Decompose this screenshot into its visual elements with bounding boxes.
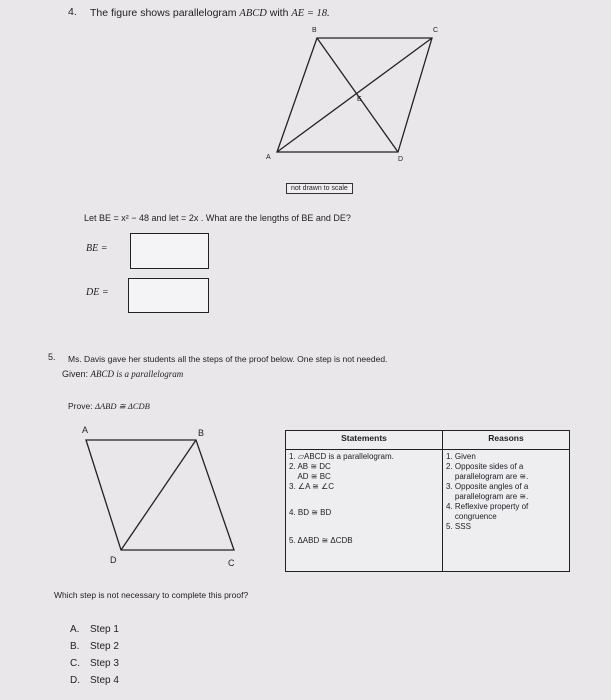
proof-header-row [286,431,570,450]
reason-4a: 4. Reflexive property of [446,502,529,511]
reason-4b: congruence [446,512,497,521]
choice-b-letter: B. [70,641,80,652]
proof-table [285,430,570,572]
parallelogram-figure-5 [0,410,280,580]
diagonal-bd-5 [121,440,196,550]
be-label: BE = [86,243,108,254]
problem5-given [62,369,183,379]
problem5-question: Which step is not necessary to complete this proof? [54,590,249,600]
reason-2b: parallelogram are ≅. [446,472,529,481]
choice-c[interactable] [70,658,119,669]
choice-c-letter: C. [70,658,80,669]
vertex-label-e: E [357,96,362,103]
problem4-number: 4. [68,6,77,18]
problem4-shape: ABCD [239,8,267,19]
statement-4: 4. BD ≅ BD [289,508,332,517]
statements-cell [286,450,443,572]
statement-2a: 2. AB ≅ DC [289,462,331,471]
problem4-given: AE = 18. [291,8,330,19]
choice-a-text: Step 1 [90,624,119,635]
reason-5: 5. SSS [446,522,471,531]
vertex-label-c: C [433,27,439,34]
vertex-label-b: B [312,27,317,34]
statement-spacer-1 [289,492,439,508]
vertex5-label-b: B [198,428,205,438]
de-label: DE = [86,287,109,298]
parallelogram-outline-5 [86,440,234,550]
problem4-with: with [269,7,289,19]
reason-3b: parallelogram are ≅. [446,492,529,501]
problem5-prove-label: Prove: [68,401,93,411]
vertex-label-d: D [398,156,404,163]
reason-3a: 3. Opposite angles of a [446,482,529,491]
choice-b[interactable] [70,641,119,652]
parallelogram-figure-4 [0,0,611,200]
vertex5-label-a: A [82,425,89,435]
statement-5: 5. ΔABD ≅ ΔCDB [289,536,353,545]
choice-b-text: Step 2 [90,641,119,652]
statement-3: 3. ∠A ≅ ∠C [289,482,335,491]
problem5-intro: Ms. Davis gave her students all the steps of the proof below. One step is not needed. [68,354,388,364]
scale-note: not drawn to scale [286,183,353,194]
statement-spacer-2 [289,518,439,536]
choice-d-letter: D. [70,675,80,686]
diagonal-bd [317,38,398,152]
problem5-given-label: Given: [62,369,89,379]
choice-c-text: Step 3 [90,658,119,669]
vertex-label-a: A [266,154,271,161]
problem5-prove-text: ΔABD ≅ ΔCDB [94,401,150,411]
reason-2a: 2. Opposite sides of a [446,462,524,471]
choice-d[interactable] [70,675,119,686]
reason-1: 1. Given [446,452,476,461]
statements-header: Statements [286,431,443,450]
problem5-number: 5. [48,352,56,362]
reasons-header: Reasons [443,431,570,450]
problem4-intro-text: The figure shows parallelogram [90,7,237,19]
choice-d-text: Step 4 [90,675,119,686]
be-answer-box[interactable] [130,233,209,269]
de-answer-box[interactable] [128,278,209,313]
vertex5-label-d: D [110,555,117,565]
problem5-given-text: ABCD is a parallelogram [90,369,184,379]
statement-1: 1. ▱ABCD is a parallelogram. [289,452,394,461]
reasons-cell [443,450,570,572]
statement-2b: AD ≅ BC [289,472,331,481]
choice-a[interactable] [70,624,119,635]
choice-a-letter: A. [70,624,80,635]
diagonal-ac [277,38,432,152]
vertex5-label-c: C [228,558,235,568]
problem4-let-text: Let BE = x² − 48 and let = 2x . What are the lengths of BE and DE? [84,213,351,223]
proof-body-row [286,450,570,572]
